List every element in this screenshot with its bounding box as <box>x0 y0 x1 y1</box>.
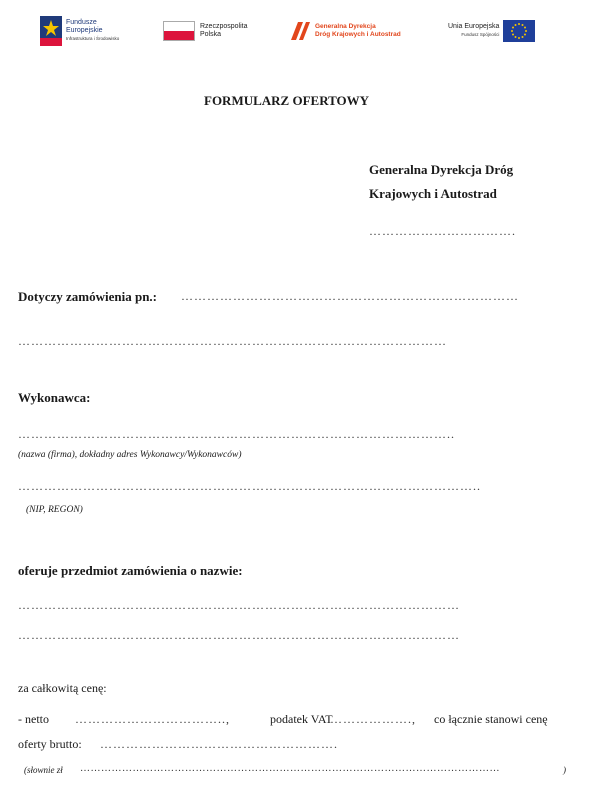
polish-flag-icon <box>163 21 195 41</box>
order-label: Dotyczy zamówienia pn.: <box>18 289 158 304</box>
total-text: co łącznie stanowi cenę <box>434 712 548 726</box>
order-dots-2[interactable]: ……………………………………………………………………………………… <box>18 334 447 348</box>
contractor-label: Wykonawca: <box>18 390 91 405</box>
logo-gd-line1: Generalna Dyrekcja <box>315 23 376 30</box>
offer-dots-2[interactable]: ………………………………………………………………………………………… <box>18 628 460 642</box>
brutto-label: oferty brutto: <box>18 737 82 751</box>
page-title: FORMULARZ OFERTOWY <box>204 93 370 108</box>
words-dots[interactable]: ………………………………………………………………………………………………………… <box>80 763 500 774</box>
contractor-hint-2: (NIP, REGON) <box>26 505 83 515</box>
logo-ue-line2: Fundusz Spójności <box>461 32 500 37</box>
order-dots-1[interactable]: …………………………………………………………………… <box>181 289 519 303</box>
vat-dots[interactable]: ………………., <box>330 712 416 726</box>
contractor-hint-1: (nazwa (firma), dokładny adres Wykonawcy/Wykonawców) <box>18 450 242 460</box>
vat-label: podatek VAT <box>270 712 333 726</box>
fundusze-europejskie-icon <box>40 16 62 46</box>
netto-dots[interactable]: …………………………….., <box>75 712 230 726</box>
logo-rzeczpospolita-polska <box>163 14 247 48</box>
eu-flag-icon <box>503 20 535 42</box>
addressee-line1: Generalna Dyrekcja Dróg <box>369 162 514 177</box>
logo-fe-line1: Fundusze <box>66 19 97 26</box>
brutto-dots[interactable]: ………………………………………………. <box>100 737 338 751</box>
contractor-dots-2[interactable]: …………………………………………………………………………………………….. <box>18 479 481 493</box>
logo-rp-line2: Polska <box>200 31 222 38</box>
netto-prefix: - netto <box>18 712 49 726</box>
offer-dots-1[interactable]: ………………………………………………………………………………………… <box>18 598 460 612</box>
logo-gd-line2: Dróg Krajowych i Autostrad <box>315 31 401 38</box>
contractor-dots-1[interactable]: ……………………………………………………………………………………….. <box>18 427 455 441</box>
offer-label: oferuje przedmiot zamówienia o nazwie: <box>18 563 243 578</box>
words-open: (słownie zł <box>24 765 63 775</box>
logo-fe-line3: Infrastruktura i Środowisko <box>66 36 120 41</box>
logo-gddkia <box>289 14 401 48</box>
logo-rp-line1: Rzeczpospolita <box>200 23 248 30</box>
logo-unia-europejska <box>448 14 535 48</box>
logo-fundusze-europejskie <box>40 14 119 48</box>
addressee-line2: Krajowych i Autostrad <box>369 186 497 201</box>
price-label: za całkowitą cenę: <box>18 681 107 695</box>
words-close: ) <box>563 765 566 775</box>
logo-fe-line2: Europejskie <box>66 27 103 34</box>
addressee-dots[interactable]: ……………………………. <box>369 224 516 238</box>
gddkia-road-icon <box>289 22 311 40</box>
logo-ue-line1: Unia Europejska <box>448 23 500 30</box>
